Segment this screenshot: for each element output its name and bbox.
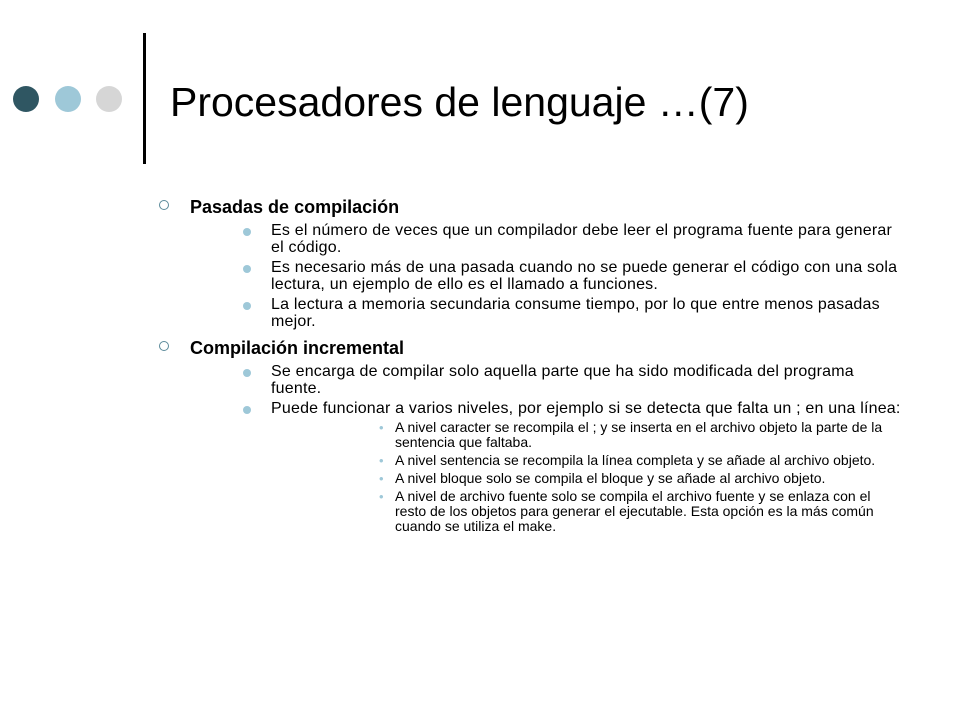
sub-bullet-list <box>271 420 905 534</box>
bullet-text: Se encarga de compilar solo aquella parte que ha sido modificada del programa fuente. <box>271 363 854 397</box>
small-bullet-icon: • <box>379 453 384 468</box>
dot-gray-icon <box>96 86 122 112</box>
small-bullet-icon: • <box>379 471 384 486</box>
small-bullet-icon: • <box>379 489 384 504</box>
slide-title: Procesadores de lenguaje …(7) <box>170 79 749 125</box>
sub-bullet-item <box>271 420 905 450</box>
bullet-text: Es el número de veces que un compilador debe leer el programa fuente para generar el código. <box>271 222 893 256</box>
section-1 <box>150 195 905 330</box>
bullet-item <box>190 363 905 397</box>
section-heading: Compilación incremental <box>190 338 405 358</box>
sub-bullet-text: A nivel bloque solo se compila el bloque y se añade al archivo objeto. <box>395 470 826 486</box>
bullet-text: Es necesario más de una pasada cuando no se puede generar el código con una sola lectura, un ejemplo de ello es el llamado a funciones. <box>271 259 898 293</box>
slide-content <box>150 195 905 534</box>
sub-bullet-text: A nivel sentencia se recompila la línea completa y se añade al archivo objeto. <box>395 452 876 468</box>
dot-bullet-icon <box>243 369 251 377</box>
sub-bullet-item <box>271 471 905 486</box>
bullet-text: La lectura a memoria secundaria consume tiempo, por lo que entre menos pasadas mejor. <box>271 296 880 330</box>
sub-bullet-item <box>271 489 905 534</box>
bullet-item <box>190 222 905 256</box>
dot-light-blue-icon <box>55 86 81 112</box>
dot-bullet-icon <box>243 302 251 310</box>
dot-bullet-icon <box>243 265 251 273</box>
bullet-item <box>190 296 905 330</box>
dot-bullet-icon <box>243 228 251 236</box>
bullet-text: Puede funcionar a varios niveles, por ejemplo si se detecta que falta un ; en una línea: <box>271 400 901 417</box>
small-bullet-icon: • <box>379 420 384 435</box>
sub-bullet-text: A nivel caracter se recompila el ; y se inserta en el archivo objeto la parte de la sentencia que faltaba. <box>395 419 883 450</box>
ring-bullet-icon <box>159 200 169 210</box>
bullet-item <box>190 259 905 293</box>
dot-dark-icon <box>13 86 39 112</box>
title-divider <box>143 33 146 164</box>
dot-bullet-icon <box>243 406 251 414</box>
sub-bullet-text: A nivel de archivo fuente solo se compila el archivo fuente y se enlaza con el resto de los objetos para generar el ejecutable. Esta opción es la más común cuando se utiliza el make. <box>395 488 874 534</box>
sub-bullet-item <box>271 453 905 468</box>
ring-bullet-icon <box>159 341 169 351</box>
bullet-item <box>190 400 905 534</box>
section-2 <box>150 336 905 534</box>
section-heading: Pasadas de compilación <box>190 197 400 217</box>
